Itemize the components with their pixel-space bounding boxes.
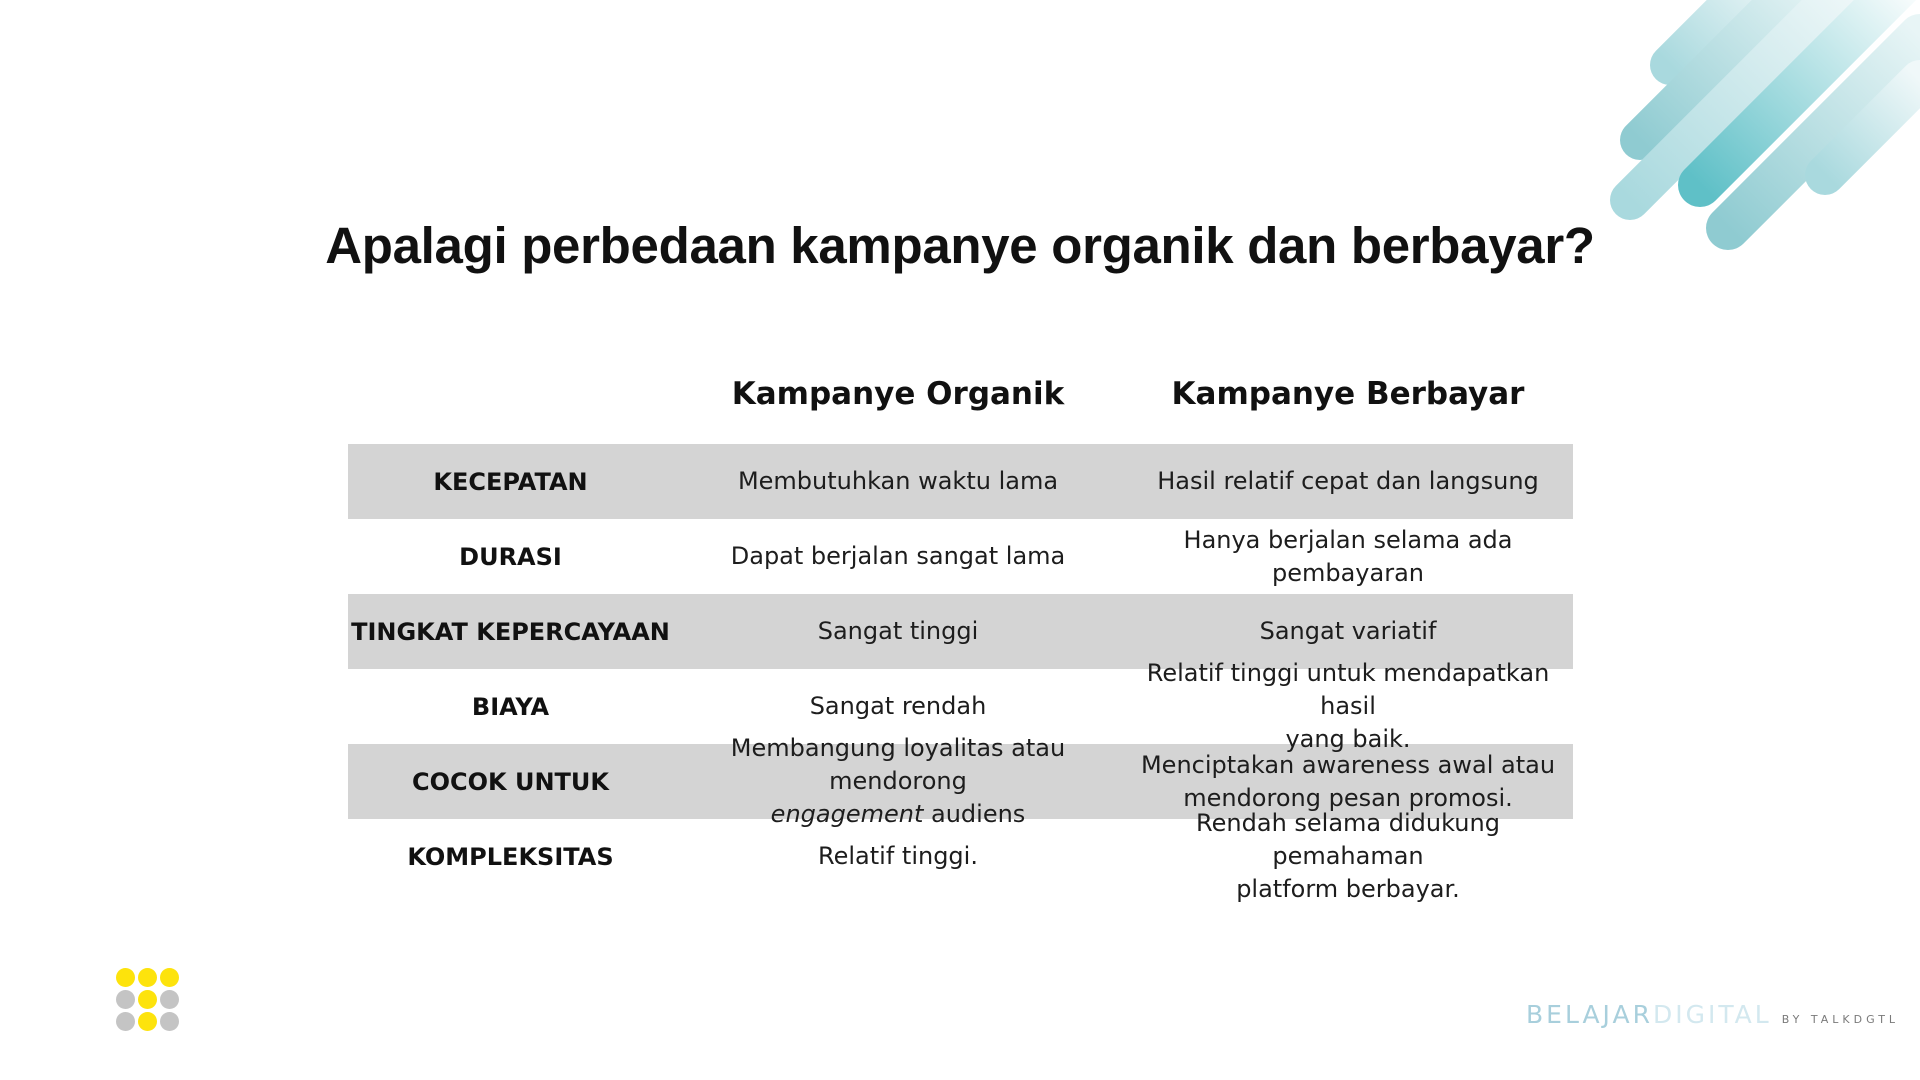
cell-line: yang baik. bbox=[1285, 725, 1411, 753]
dot bbox=[116, 968, 135, 987]
header-organik: Kampanye Organik bbox=[731, 376, 1065, 412]
row-label: TINGKAT KEPERCAYAAN bbox=[351, 617, 670, 646]
cell-line-rest: audiens bbox=[931, 800, 1026, 828]
dot bbox=[116, 990, 135, 1009]
cell-line: platform berbayar. bbox=[1236, 875, 1460, 903]
organik-cell: Relatif tinggi. bbox=[818, 842, 978, 870]
dot bbox=[116, 1012, 135, 1031]
brand-name-part2: DIGITAL bbox=[1652, 1000, 1772, 1029]
dot bbox=[160, 990, 179, 1009]
brand-tagline: BY TALKDGTL bbox=[1781, 1013, 1900, 1026]
table-header bbox=[348, 344, 1573, 444]
row-label: KOMPLEKSITAS bbox=[407, 842, 614, 871]
cell-line: Relatif tinggi untuk mendapatkan hasil bbox=[1146, 659, 1550, 720]
berbayar-cell bbox=[1123, 809, 1573, 903]
row-label: KECEPATAN bbox=[433, 467, 588, 496]
slide-title: Apalagi perbedaan kampanye organik dan berbayar? bbox=[325, 217, 1595, 274]
cell-line: Menciptakan awareness awal atau bbox=[1140, 750, 1556, 779]
organik-cell bbox=[673, 734, 1123, 828]
row-label: DURASI bbox=[459, 542, 562, 571]
berbayar-cell: Sangat variatif bbox=[1259, 617, 1437, 645]
table-row bbox=[348, 444, 1573, 519]
dot bbox=[160, 968, 179, 987]
italic-word: engagement bbox=[770, 800, 924, 828]
brand-logo bbox=[1526, 1000, 1899, 1029]
organik-cell: Sangat tinggi bbox=[817, 617, 979, 645]
row-label: COCOK UNTUK bbox=[411, 767, 609, 796]
berbayar-cell: Hasil relatif cepat dan langsung bbox=[1157, 467, 1539, 495]
dots-logo-graphic bbox=[116, 968, 186, 1038]
comparison-table bbox=[348, 344, 1573, 903]
dot bbox=[138, 1012, 157, 1031]
organik-cell: Dapat berjalan sangat lama bbox=[730, 542, 1066, 570]
berbayar-cell bbox=[1123, 659, 1573, 753]
brand-name bbox=[1526, 1000, 1772, 1029]
cell-line: Membangung loyalitas atau mendorong bbox=[730, 734, 1066, 795]
header-berbayar: Kampanye Berbayar bbox=[1171, 376, 1525, 412]
header-empty bbox=[348, 344, 673, 444]
organik-cell: Sangat rendah bbox=[809, 692, 987, 720]
brand-name-part1: BELAJAR bbox=[1526, 1000, 1653, 1029]
dot bbox=[160, 1012, 179, 1031]
row-label: BIAYA bbox=[471, 692, 550, 721]
table-row bbox=[348, 519, 1573, 594]
dot bbox=[138, 968, 157, 987]
dot bbox=[138, 990, 157, 1009]
cell-line: mendorong pesan promosi. bbox=[1183, 783, 1513, 812]
cell-line: Rendah selama didukung pemahaman bbox=[1196, 809, 1500, 870]
organik-cell: Membutuhkan waktu lama bbox=[737, 467, 1059, 495]
berbayar-cell: Hanya berjalan selama ada pembayaran bbox=[1183, 525, 1513, 587]
